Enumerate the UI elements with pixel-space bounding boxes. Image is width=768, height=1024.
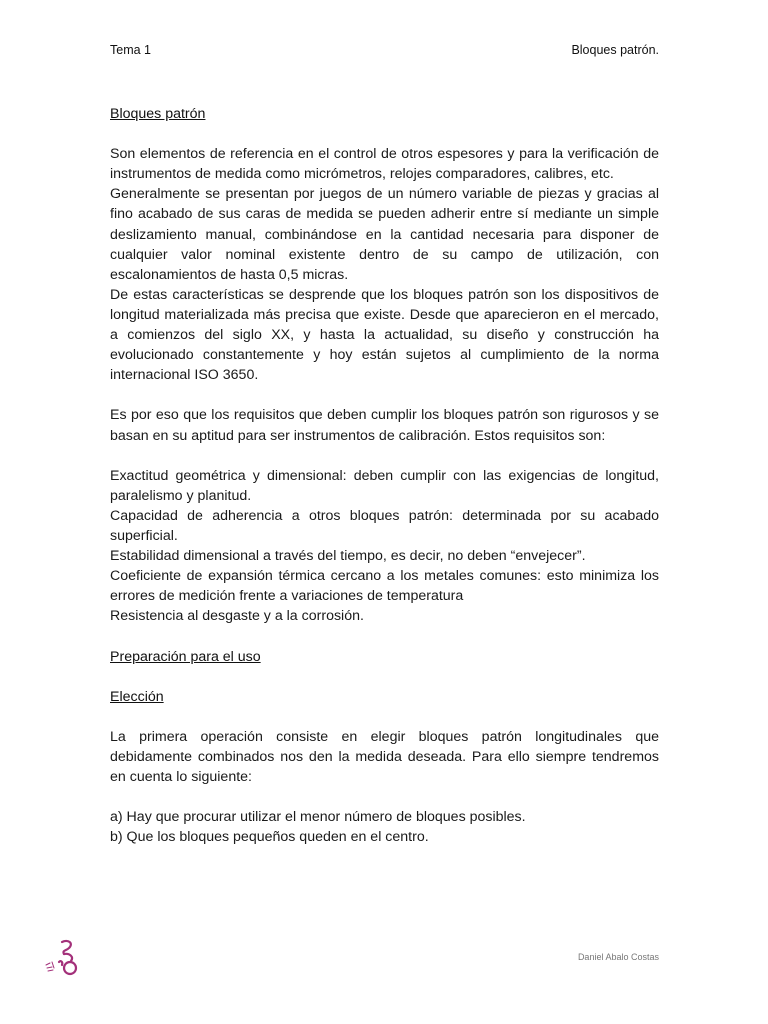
requirements-intro: Es por eso que los requisitos que deben cumplir los bloques patrón son rigurosos y se basan en su aptitud para ser instrumentos de calibración. Estos requisitos son:	[110, 407, 659, 444]
requirement-item: Resistencia al desgaste y a la corrosión.	[110, 608, 364, 625]
requirement-item: Estabilidad dimensional a través del tiempo, es decir, no deben “envejecer”.	[110, 548, 586, 565]
paragraph: Son elementos de referencia en el control de otros espesores y para la verificación de instrumentos de medida como micrómetros, relojes comparadores, calibres, etc.	[110, 146, 659, 183]
page-header	[110, 43, 659, 61]
subsection-title: Elección	[110, 688, 164, 705]
header-title: Bloques patrón.	[571, 43, 659, 57]
section-title: Bloques patrón	[110, 106, 206, 122]
list-item: a) Hay que procurar utilizar el menor número de bloques posibles.	[110, 809, 526, 826]
paragraph: La primera operación consiste en elegir bloques patrón longitudinales que debidamente combinados nos den la medida deseada. Para ello siempre tendremos en cuenta lo siguiente:	[110, 728, 659, 786]
list-item: b) Que los bloques pequeños queden en el centro.	[110, 829, 429, 846]
paragraph: De estas características se desprende que los bloques patrón son los dispositivos de longitud materializada más precisa que existe. Desde que aparecieron en el mercado, a comienzos del siglo XX, y hasta la actualidad, su diseño y construcción ha evolucionado constantemente y hoy están sujetos al cumplimiento de la norma internacional ISO 3650.	[110, 286, 659, 384]
paragraph: Generalmente se presentan por juegos de un número variable de piezas y gracias al fino acabado de sus caras de medida se pueden adherir entre sí mediante un simple deslizamiento manual, combinándose en la cantidad necesaria para disponer de cualquier valor nominal existente dentro de su campo de utilización, con escalonamientos de hasta 0,5 micras.	[110, 186, 659, 283]
document-body	[110, 104, 659, 847]
footer-author: Daniel Abalo Costas	[577, 952, 659, 962]
header-topic: Tema 1	[110, 43, 151, 57]
requirement-item: Capacidad de adherencia a otros bloques patrón: determinada por su acabado superficial.	[110, 507, 659, 544]
requirement-item: Coeficiente de expansión térmica cercano a los metales comunes: esto minimiza los errores de medición frente a variaciones de temperatura	[110, 568, 659, 605]
author-logo-icon	[44, 938, 84, 978]
requirement-item: Exactitud geométrica y dimensional: deben cumplir con las exigencias de longitud, paralelismo y planitud.	[110, 467, 659, 504]
section-title: Preparación para el uso	[110, 648, 261, 665]
